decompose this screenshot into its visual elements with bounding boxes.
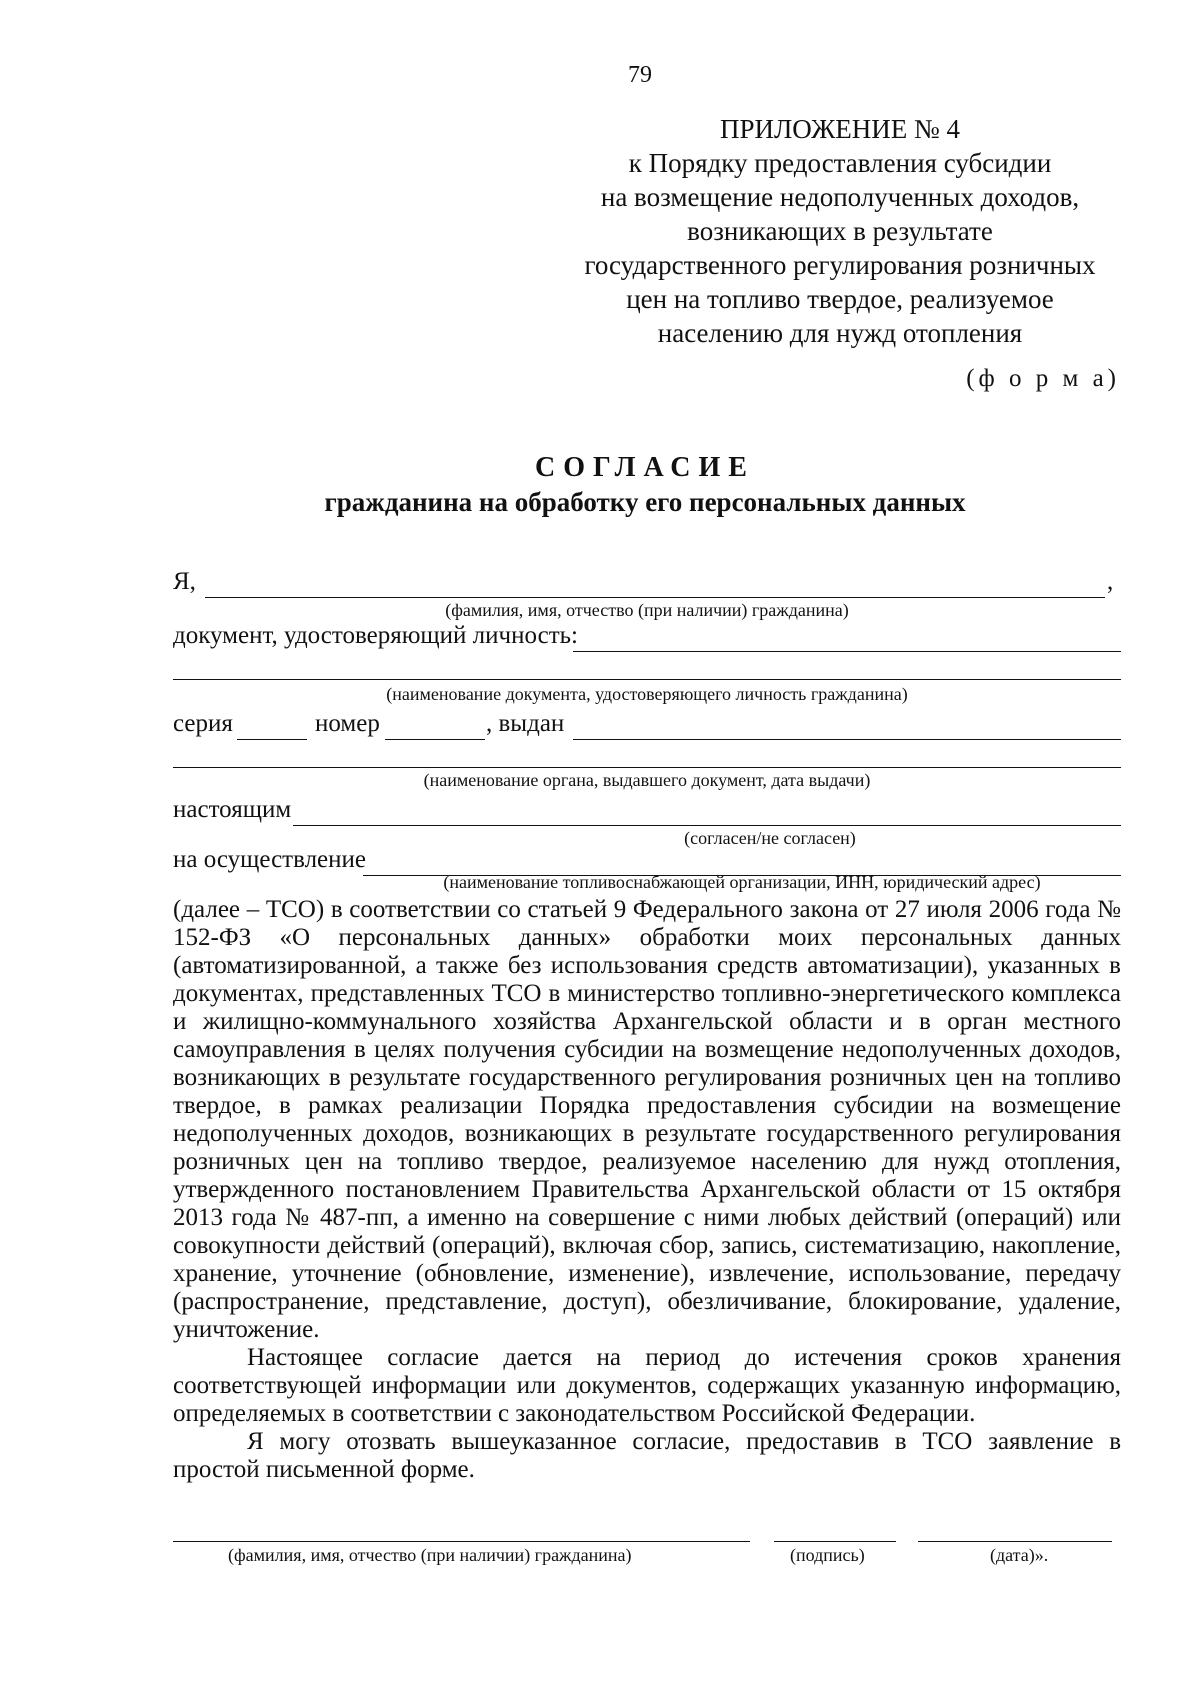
appendix-line: цен на топливо твердое, реализуемое	[626, 284, 1054, 314]
fio-line[interactable]	[205, 597, 1105, 598]
signature-fio-caption: (фамилия, имя, отчество (при наличии) гражданина)	[228, 1545, 632, 1565]
caption-consent: (согласен/не согласен)	[684, 828, 856, 848]
number-label: номер	[315, 710, 380, 737]
appendix-line: ПРИЛОЖЕНИЕ № 4	[719, 114, 961, 144]
i-comma: ,	[1107, 568, 1114, 595]
appendix-line: к Порядку предоставления субсидии	[628, 148, 1052, 178]
form-note: (ф о р м а)	[966, 365, 1120, 392]
appendix-line: на возмещение недополученных доходов,	[600, 182, 1080, 212]
caption-issuer: (наименование органа, выдавшего документ, дата выдачи)	[423, 770, 871, 790]
signature-line[interactable]	[774, 1540, 896, 1542]
consent-row	[173, 796, 1121, 826]
date-caption: (дата)».	[990, 1545, 1049, 1565]
issuer-row	[173, 738, 1121, 768]
issued-label: , выдан	[486, 710, 565, 737]
hereby-label: настоящим	[173, 796, 292, 823]
appendix-line: населению для нужд отопления	[657, 318, 1023, 348]
doc-line-2[interactable]	[173, 679, 1121, 680]
doc-label: документ, удостоверяющий личность:	[173, 622, 578, 649]
series-row	[173, 710, 1121, 740]
document-subtitle: гражданина на обработку его персональных данных	[324, 487, 966, 517]
signature-fio-line[interactable]	[173, 1540, 750, 1542]
doc-row	[173, 622, 1121, 652]
appendix-header	[560, 112, 1120, 350]
caption-fio: (фамилия, имя, отчество (при наличии) гражданина)	[445, 600, 849, 620]
paragraph-3: Я могу отозвать вышеуказанное согласие, предоставив в ТСО заявление в простой письменной форме.	[173, 1428, 1121, 1483]
page-number: 79	[628, 62, 652, 88]
fio-row	[173, 568, 1121, 598]
appendix-line: возникающих в результате	[687, 216, 993, 246]
appendix-line: государственного регулирования розничных	[584, 250, 1096, 280]
caption-doc: (наименование документа, удостоверяющего личность гражданина)	[386, 684, 908, 704]
date-line[interactable]	[918, 1540, 1112, 1542]
series-label: серия	[173, 710, 233, 737]
caption-org: (наименование топливоснабжающей организации, ИНН, юридический адрес)	[443, 872, 1041, 892]
paragraph-2: Настоящее согласие дается на период до истечения сроков хранения соответствующей информации или документов, содержащих указанную информацию, определяемых в соответствии с законодательством Российской Федерации.	[173, 1344, 1121, 1427]
i-prefix: Я,	[173, 568, 196, 595]
consent-line[interactable]	[293, 825, 1121, 826]
consent-body	[173, 896, 1121, 1484]
implementation-label: на осуществление	[173, 846, 367, 873]
issuer-line[interactable]	[173, 767, 1121, 768]
doc-row-2	[173, 650, 1121, 680]
paragraph-1: (далее – ТСО) в соответствии со статьей 9 Федерального закона от 27 июля 2006 года № 152-ФЗ «О персональных данных» обработки моих персональных данных (автоматизированной, а также без использования средств автоматизации), указанных в документах, представленных ТСО в министерство топливно-энергетического комплекса и жилищно-коммунального хозяйства Архангельской области и в орган местного самоуправления в целях получения субсидии на возмещение недополученных доходов, возникающих в результате государственного регулирования розничных цен на топливо твердое, в рамках реализации Порядка предоставления субсидии на возмещение недополученных доходов, возникающих в результате государственного регулирования розничных цен на топливо твердое, реализуемое населению для нужд отопления, утвержденного постановлением Правительства Архангельской области от 15 октября 2013 года № 487-пп, а именно на совершение с ними любых действий (операций) или совокупности действий (операций), включая сбор, запись, систематизацию, накопление, хранение, уточнение (обновление, изменение), извлечение, использование, передачу (распространение, представление, доступ), обезличивание, блокирование, удаление, уничтожение.	[173, 896, 1121, 1343]
document-title: СОГЛАСИЕ	[535, 452, 755, 483]
signature-caption: (подпись)	[790, 1545, 865, 1565]
